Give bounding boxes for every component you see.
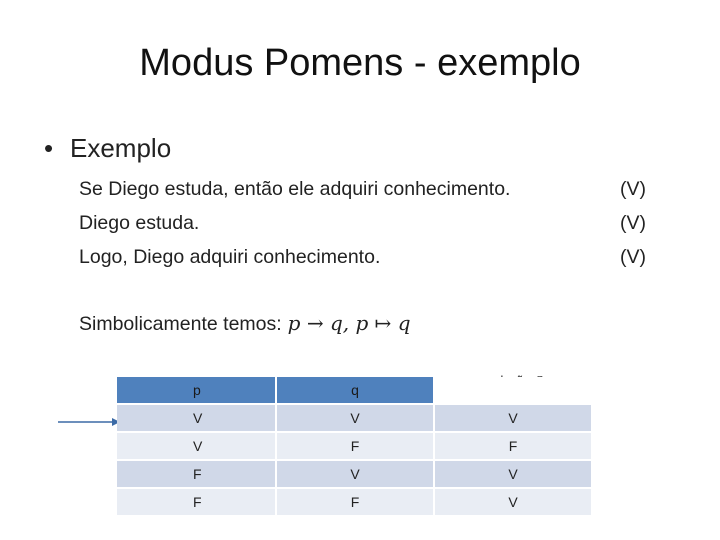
premise-2-truth: (V) [620,212,646,234]
bullet-dot-icon: • [44,133,54,163]
table-row [117,489,593,517]
premise-2: Diego estuda. [79,212,200,234]
header-p: p [117,377,277,405]
bullet-heading-label: Exemplo [70,133,172,163]
table-cell: F [435,433,593,461]
table-cell: V [435,461,593,489]
header-q: q [277,377,435,405]
table-cell: V [117,405,277,433]
table-cell: F [277,489,435,517]
table-cell: V [277,461,435,489]
symbolic-formula: p → q, p ↦ q [287,311,411,335]
premise-1: Se Diego estuda, então ele adquiri conhecimento. [79,178,511,200]
table-row [117,405,593,433]
table-row [117,433,593,461]
bullet-heading [44,133,171,164]
premise-1-truth: (V) [620,178,646,200]
arrow-right-icon [58,414,122,428]
header-empty [435,377,593,405]
symbolic-label: Simbolicamente temos: [79,313,282,335]
table-cell: F [277,433,435,461]
symbolic-line [79,311,411,336]
slide-title: Modus Pomens - exemplo [139,42,581,84]
truth-table [117,377,593,517]
table-cell: V [435,489,593,517]
table-cell: F [117,489,277,517]
table-row [117,461,593,489]
table-cell: V [277,405,435,433]
table-cell: F [117,461,277,489]
table-cell: V [117,433,277,461]
conclusion: Logo, Diego adquiri conhecimento. [79,246,381,268]
conclusion-truth: (V) [620,246,646,268]
table-header-row [117,377,593,405]
table-cell: V [435,405,593,433]
